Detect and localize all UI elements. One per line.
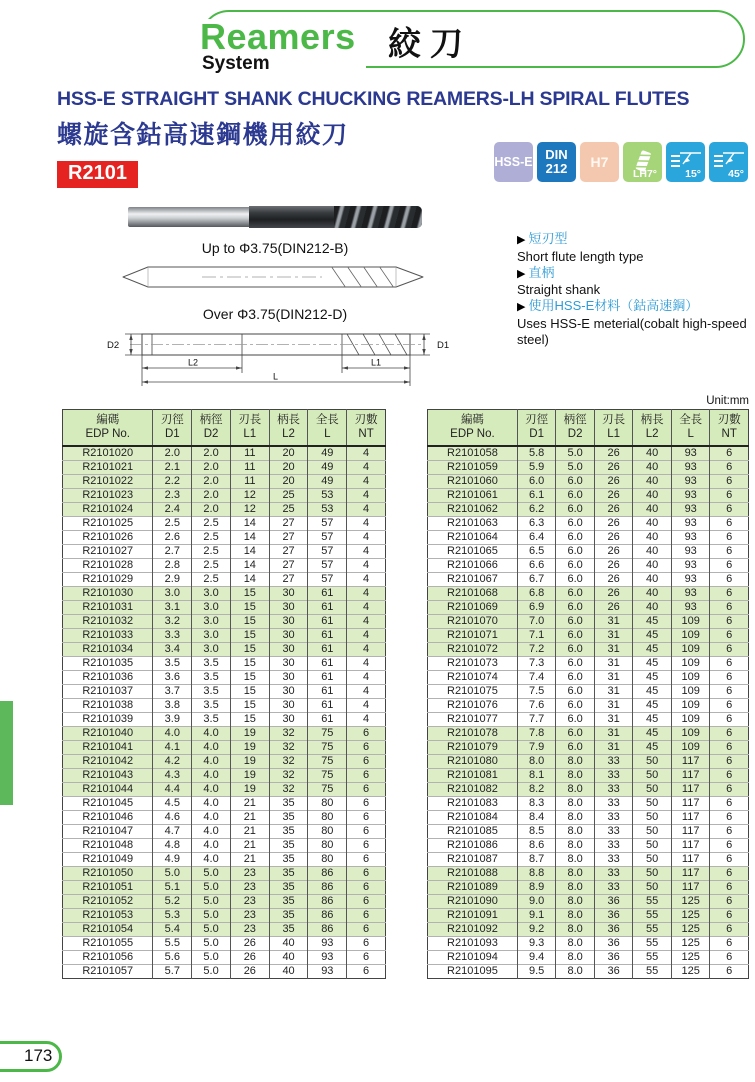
- reamer-line-drawing: [122, 262, 424, 292]
- table-row: R2101058 5.8 5.0 26 40 93 6: [428, 446, 749, 461]
- lh-spiral-badge: [623, 142, 662, 182]
- table-row: R2101075 7.5 6.0 31 45 109 6: [428, 685, 749, 699]
- brand-title: Reamers: [200, 16, 356, 57]
- din-label-line1: DIN: [545, 147, 568, 162]
- table-row: R2101087 8.7 8.0 33 50 117 6: [428, 853, 749, 867]
- column-header: 全長 L: [671, 410, 710, 447]
- table-row: R2101031 3.1 3.0 15 30 61 4: [63, 601, 386, 615]
- table-row: R2101053 5.3 5.0 23 35 86 6: [63, 909, 386, 923]
- table-row: R2101061 6.1 6.0 26 40 93 6: [428, 489, 749, 503]
- table-row: R2101042 4.2 4.0 19 32 75 6: [63, 755, 386, 769]
- table-row: R2101060 6.0 6.0 26 40 93 6: [428, 475, 749, 489]
- column-header: 柄長 L2: [633, 410, 672, 447]
- table-row: R2101039 3.9 3.5 15 30 61 4: [63, 713, 386, 727]
- table-row: R2101036 3.6 3.5 15 30 61 4: [63, 671, 386, 685]
- unit-label: Unit:mm: [706, 395, 749, 407]
- table-row: R2101068 6.8 6.0 26 40 93 6: [428, 587, 749, 601]
- column-header: 刃長 L1: [594, 410, 633, 447]
- table-row: R2101023 2.3 2.0 12 25 53 4: [63, 489, 386, 503]
- table-row: R2101043 4.3 4.0 19 32 75 6: [63, 769, 386, 783]
- dim-label-l1: L1: [371, 357, 382, 368]
- table-row: R2101084 8.4 8.0 33 50 117 6: [428, 811, 749, 825]
- caption-up-to: Up to Φ3.75(DIN212-B): [201, 240, 349, 256]
- table-row: R2101093 9.3 8.0 36 55 125 6: [428, 937, 749, 951]
- table-row: R2101095 9.5 8.0 36 55 125 6: [428, 965, 749, 979]
- table-row: R2101020 2.0 2.0 11 20 49 4: [63, 446, 386, 461]
- table-row: R2101091 9.1 8.0 36 55 125 6: [428, 909, 749, 923]
- table-row: R2101050 5.0 5.0 23 35 86 6: [63, 867, 386, 881]
- table-row: R2101070 7.0 6.0 31 45 109 6: [428, 615, 749, 629]
- reamer-photo: [128, 206, 422, 228]
- hss-e-badge: HSS-E: [494, 142, 533, 182]
- table-row: R2101033 3.3 3.0 15 30 61 4: [63, 629, 386, 643]
- column-header: 全長 L: [308, 410, 347, 447]
- table-row: R2101059 5.9 5.0 26 40 93 6: [428, 461, 749, 475]
- table-row: R2101094 9.4 8.0 36 55 125 6: [428, 951, 749, 965]
- chamfer-15-badge: [666, 142, 705, 182]
- table-row: R2101038 3.8 3.5 15 30 61 4: [63, 699, 386, 713]
- brand-title-zh: 絞刀: [388, 25, 472, 62]
- table-row: R2101082 8.2 8.0 33 50 117 6: [428, 783, 749, 797]
- table-row: R2101079 7.9 6.0 31 45 109 6: [428, 741, 749, 755]
- table-row: R2101025 2.5 2.5 14 27 57 4: [63, 517, 386, 531]
- table-row: R2101048 4.8 4.0 21 35 80 6: [63, 839, 386, 853]
- table-row: R2101034 3.4 3.0 15 30 61 4: [63, 643, 386, 657]
- angle-15-label: 15°: [685, 168, 701, 180]
- table-row: R2101054 5.4 5.0 23 35 86 6: [63, 923, 386, 937]
- column-header: 編碼 EDP No.: [63, 410, 153, 447]
- table-row: R2101073 7.3 6.0 31 45 109 6: [428, 657, 749, 671]
- table-row: R2101021 2.1 2.0 11 20 49 4: [63, 461, 386, 475]
- caption-over: Over Φ3.75(DIN212-D): [202, 306, 348, 322]
- table-row: R2101037 3.7 3.5 15 30 61 4: [63, 685, 386, 699]
- lh7-label: LH7°: [632, 168, 657, 180]
- dim-label-l2: L2: [188, 357, 199, 368]
- table-row: R2101086 8.6 8.0 33 50 117 6: [428, 839, 749, 853]
- brand-subtitle: System: [202, 53, 270, 74]
- table-row: R2101063 6.3 6.0 26 40 93 6: [428, 517, 749, 531]
- spec-badge-row: [494, 142, 748, 182]
- table-header-row: [63, 410, 386, 447]
- table-row: R2101046 4.6 4.0 21 35 80 6: [63, 811, 386, 825]
- table-row: R2101052 5.2 5.0 23 35 86 6: [63, 895, 386, 909]
- table-row: R2101035 3.5 3.5 15 30 61 4: [63, 657, 386, 671]
- column-header: 刃數 NT: [710, 410, 749, 447]
- spec-table-right: [427, 409, 749, 979]
- table-row: R2101088 8.8 8.0 33 50 117 6: [428, 867, 749, 881]
- page-number: 173: [24, 1046, 53, 1065]
- table-row: R2101026 2.6 2.5 14 27 57 4: [63, 531, 386, 545]
- table-row: R2101045 4.5 4.0 21 35 80 6: [63, 797, 386, 811]
- reamer-photo-shank: [128, 207, 249, 227]
- chamfer-45-badge: [709, 142, 748, 182]
- column-header: 編碼 EDP No.: [428, 410, 518, 447]
- table-row: R2101089 8.9 8.0 33 50 117 6: [428, 881, 749, 895]
- table-row: R2101081 8.1 8.0 33 50 117 6: [428, 769, 749, 783]
- reamer-photo-flutes: [334, 206, 422, 228]
- feature-zh: ▶ 使用HSS-E材料（鈷高速鋼）: [517, 298, 753, 316]
- column-header: 刃徑 D1: [517, 410, 556, 447]
- feature-en: Uses HSS-E meterial(cobalt high-speed steel): [517, 315, 747, 347]
- table-row: R2101029 2.9 2.5 14 27 57 4: [63, 573, 386, 587]
- table-row: R2101051 5.1 5.0 23 35 86 6: [63, 881, 386, 895]
- feature-list: [517, 231, 753, 348]
- column-header: 刃徑 D1: [153, 410, 192, 447]
- table-row: R2101040 4.0 4.0 19 32 75 6: [63, 727, 386, 741]
- table-row: R2101057 5.7 5.0 26 40 93 6: [63, 965, 386, 979]
- table-row: R2101080 8.0 8.0 33 50 117 6: [428, 755, 749, 769]
- column-header: 柄徑 D2: [556, 410, 595, 447]
- dim-label-l: L: [273, 371, 279, 382]
- brand-block: [200, 16, 366, 79]
- table-row: R2101071 7.1 6.0 31 45 109 6: [428, 629, 749, 643]
- table-row: R2101076 7.6 6.0 31 45 109 6: [428, 699, 749, 713]
- table-row: R2101044 4.4 4.0 19 32 75 6: [63, 783, 386, 797]
- table-row: R2101049 4.9 4.0 21 35 80 6: [63, 853, 386, 867]
- table-row: R2101083 8.3 8.0 33 50 117 6: [428, 797, 749, 811]
- feature-en: Straight shank: [517, 282, 601, 298]
- dim-label-d1: D1: [437, 340, 450, 351]
- table-row: R2101074 7.4 6.0 31 45 109 6: [428, 671, 749, 685]
- angle-45-label: 45°: [728, 168, 744, 180]
- page-title-en: HSS-E STRAIGHT SHANK CHUCKING REAMERS-LH SPIRAL FLUTES: [57, 88, 690, 110]
- h7-tolerance-badge: H7: [580, 142, 619, 182]
- dim-label-d2: D2: [107, 340, 120, 351]
- table-row: R2101067 6.7 6.0 26 40 93 6: [428, 573, 749, 587]
- feature-zh: ▶ 短刃型: [517, 231, 753, 249]
- spec-table-left: [62, 409, 386, 979]
- header-banner: [200, 10, 745, 74]
- table-row: R2101030 3.0 3.0 15 30 61 4: [63, 587, 386, 601]
- table-row: R2101055 5.5 5.0 26 40 93 6: [63, 937, 386, 951]
- table-row: R2101065 6.5 6.0 26 40 93 6: [428, 545, 749, 559]
- feature-zh: ▶ 直柄: [517, 265, 753, 283]
- table-row: R2101064 6.4 6.0 26 40 93 6: [428, 531, 749, 545]
- table-row: R2101062 6.2 6.0 26 40 93 6: [428, 503, 749, 517]
- table-row: R2101028 2.8 2.5 14 27 57 4: [63, 559, 386, 573]
- din-label-line2: 212: [545, 161, 568, 176]
- page-title-zh: 螺旋含鈷高速鋼機用絞刀: [57, 121, 349, 149]
- table-row: R2101047 4.7 4.0 21 35 80 6: [63, 825, 386, 839]
- table-row: R2101027 2.7 2.5 14 27 57 4: [63, 545, 386, 559]
- table-row: R2101032 3.2 3.0 15 30 61 4: [63, 615, 386, 629]
- model-number-badge: R2101: [57, 161, 138, 188]
- table-row: R2101069 6.9 6.0 26 40 93 6: [428, 601, 749, 615]
- table-row: R2101041 4.1 4.0 19 32 75 6: [63, 741, 386, 755]
- table-row: R2101092 9.2 8.0 36 55 125 6: [428, 923, 749, 937]
- table-row: R2101024 2.4 2.0 12 25 53 4: [63, 503, 386, 517]
- table-row: R2101077 7.7 6.0 31 45 109 6: [428, 713, 749, 727]
- din-212-badge: [537, 142, 576, 182]
- column-header: 柄長 L2: [269, 410, 308, 447]
- table-row: R2101066 6.6 6.0 26 40 93 6: [428, 559, 749, 573]
- table-row: R2101078 7.8 6.0 31 45 109 6: [428, 727, 749, 741]
- table-header-row: [428, 410, 749, 447]
- table-row: R2101072 7.2 6.0 31 45 109 6: [428, 643, 749, 657]
- feature-en: Short flute length type: [517, 248, 644, 264]
- table-row: R2101085 8.5 8.0 33 50 117 6: [428, 825, 749, 839]
- column-header: 刃長 L1: [230, 410, 269, 447]
- dimension-drawing: [85, 328, 475, 388]
- column-header: 柄徑 D2: [192, 410, 231, 447]
- side-tab: [0, 701, 13, 805]
- table-row: R2101056 5.6 5.0 26 40 93 6: [63, 951, 386, 965]
- column-header: 刃數 NT: [347, 410, 386, 447]
- table-row: R2101022 2.2 2.0 11 20 49 4: [63, 475, 386, 489]
- table-row: R2101090 9.0 8.0 36 55 125 6: [428, 895, 749, 909]
